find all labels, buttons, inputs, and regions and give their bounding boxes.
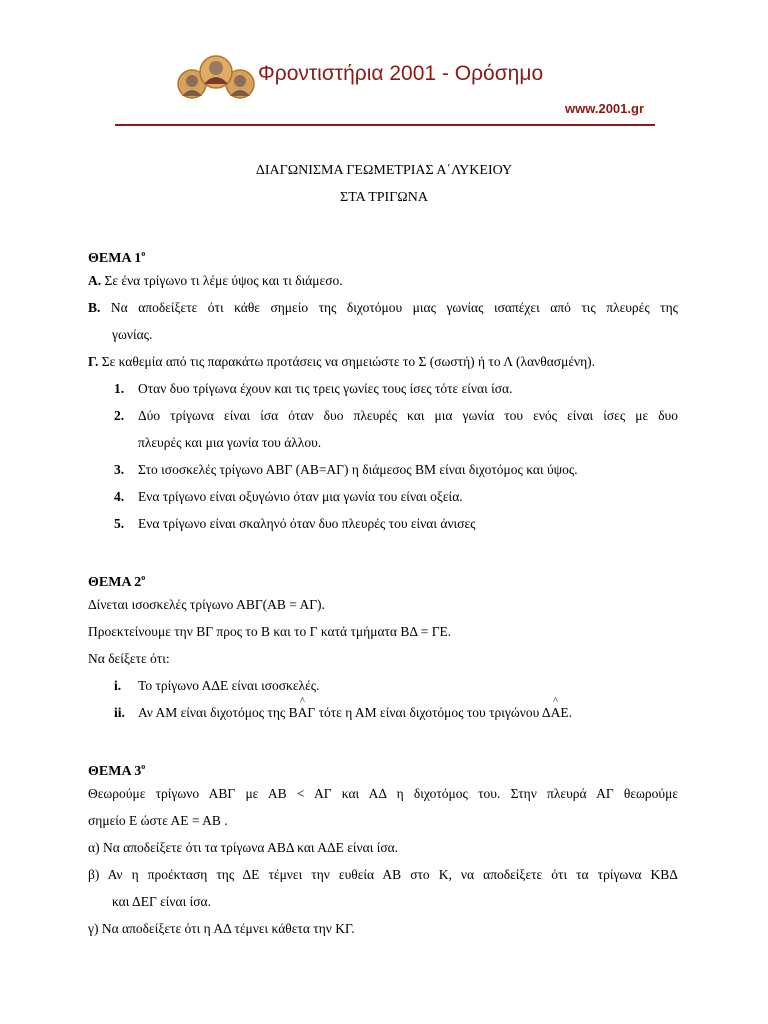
theme-3-question-c: γ) Να αποδείξετε ότι η ΑΔ τέμνει κάθετα την ΚΓ. — [88, 921, 355, 936]
theme-1-question-a: Α. Σε ένα τρίγωνο τι λέμε ύψος και τι διάμεσο. — [88, 273, 343, 288]
header-divider — [115, 124, 655, 126]
theme-2-line-2: Προεκτείνουμε την ΒΓ προς το Β και το Γ κατά τμήματα ΒΔ = ΓΕ. — [88, 624, 452, 639]
theme-2-item-ii: ii. Αν ΑΜ είναι διχοτόμος της Β^ ΑΓ τότε η ΑΜ είναι διχοτόμος του τριγώνου Δ^ ΑΕ. — [88, 699, 678, 726]
document-subtitle: ΣΤΑ ΤΡΙΓΩΝΑ — [340, 190, 428, 205]
theme-2-heading: ΘΕΜΑ $2^o$ — [88, 573, 146, 590]
document-body — [88, 240, 678, 942]
angle-dae: Δ^ ΑΕ — [542, 705, 569, 720]
document-titles — [0, 160, 768, 209]
theme-1-heading: ΘΕΜΑ $1^o$ — [88, 249, 146, 266]
brand-url[interactable]: www.2001.gr — [565, 101, 644, 116]
theme-3-question-b-cont: και ΔΕΓ είναι ίσα. — [112, 894, 211, 909]
theme-2-item-i: i. Το τρίγωνο ΑΔΕ είναι ισοσκελές. — [114, 678, 320, 693]
statement-item-cont: πλευρές και μια γωνία του άλλου. — [138, 435, 322, 450]
theme-3-line-2: σημείο Ε ώστε ΑΕ = ΑΒ . — [88, 813, 228, 828]
document-title: ΔΙΑΓΩΝΙΣΜΑ ΓΕΩΜΕΤΡΙΑΣ Α΄ΛΥΚΕΙΟΥ — [255, 163, 513, 178]
document-header — [0, 0, 768, 140]
statement-item: 2. Δύο τρίγωνα είναι ίσα όταν δυο πλευρές και μια γωνία του ενός είναι ίσες με δυο — [114, 408, 678, 423]
angle-bag: Β^ ΑΓ — [289, 705, 316, 720]
statement-item: 1. Οταν δυο τρίγωνα έχουν και τις τρεις γωνίες τους ίσες τότε είναι ίσα. — [114, 381, 513, 396]
theme-2-line-3: Να δείξετε ότι: — [88, 651, 170, 666]
statement-item: 3. Στο ισοσκελές τρίγωνο ΑΒΓ (ΑΒ=ΑΓ) η διάμεσος ΒΜ είναι διχοτόμος και ύψος. — [114, 462, 578, 477]
theme-3-question-a: α) Να αποδείξετε ότι τα τρίγωνα ΑΒΔ και ΑΔΕ είναι ίσα. — [88, 840, 399, 855]
portraits-logo-icon — [174, 48, 258, 108]
theme-1-question-c: Γ. Σε καθεμία από τις παρακάτω προτάσεις να σημειώστε το Σ (σωστή) ή το Λ (λανθασμένη). — [88, 354, 596, 369]
theme-1-question-b: Β. Να αποδείξετε ότι κάθε σημείο της διχοτόμου μιας γωνίας ισαπέχει από τις πλευρές της — [88, 300, 679, 315]
theme-3-line-1: Θεωρούμε τρίγωνο ΑΒΓ με ΑΒ < ΑΓ και ΑΔ η διχοτόμος του. Στην πλευρά ΑΓ θεωρούμε — [88, 786, 678, 801]
statement-item: 4. Ενα τρίγωνο είναι οξυγώνιο όταν μια γωνία του είναι οξεία. — [114, 489, 463, 504]
theme-2-line-1: Δίνεται ισοσκελές τρίγωνο ΑΒΓ(ΑΒ = ΑΓ). — [88, 597, 325, 612]
brand-title: Φροντιστήρια 2001 - Ορόσημο — [258, 62, 544, 85]
theme-3-heading: ΘΕΜΑ $3^o$ — [88, 762, 146, 779]
statement-item: 5. Ενα τρίγωνο είναι σκαληνό όταν δυο πλευρές του είναι άνισες — [114, 516, 476, 531]
theme-1-question-b-cont: γωνίας. — [112, 327, 153, 342]
theme-3-question-b: β) Αν η προέκταση της ΔΕ τέμνει την ευθεία ΑΒ στο Κ, να αποδείξετε ότι τα τρίγωνα ΚΒΔ — [88, 867, 678, 882]
